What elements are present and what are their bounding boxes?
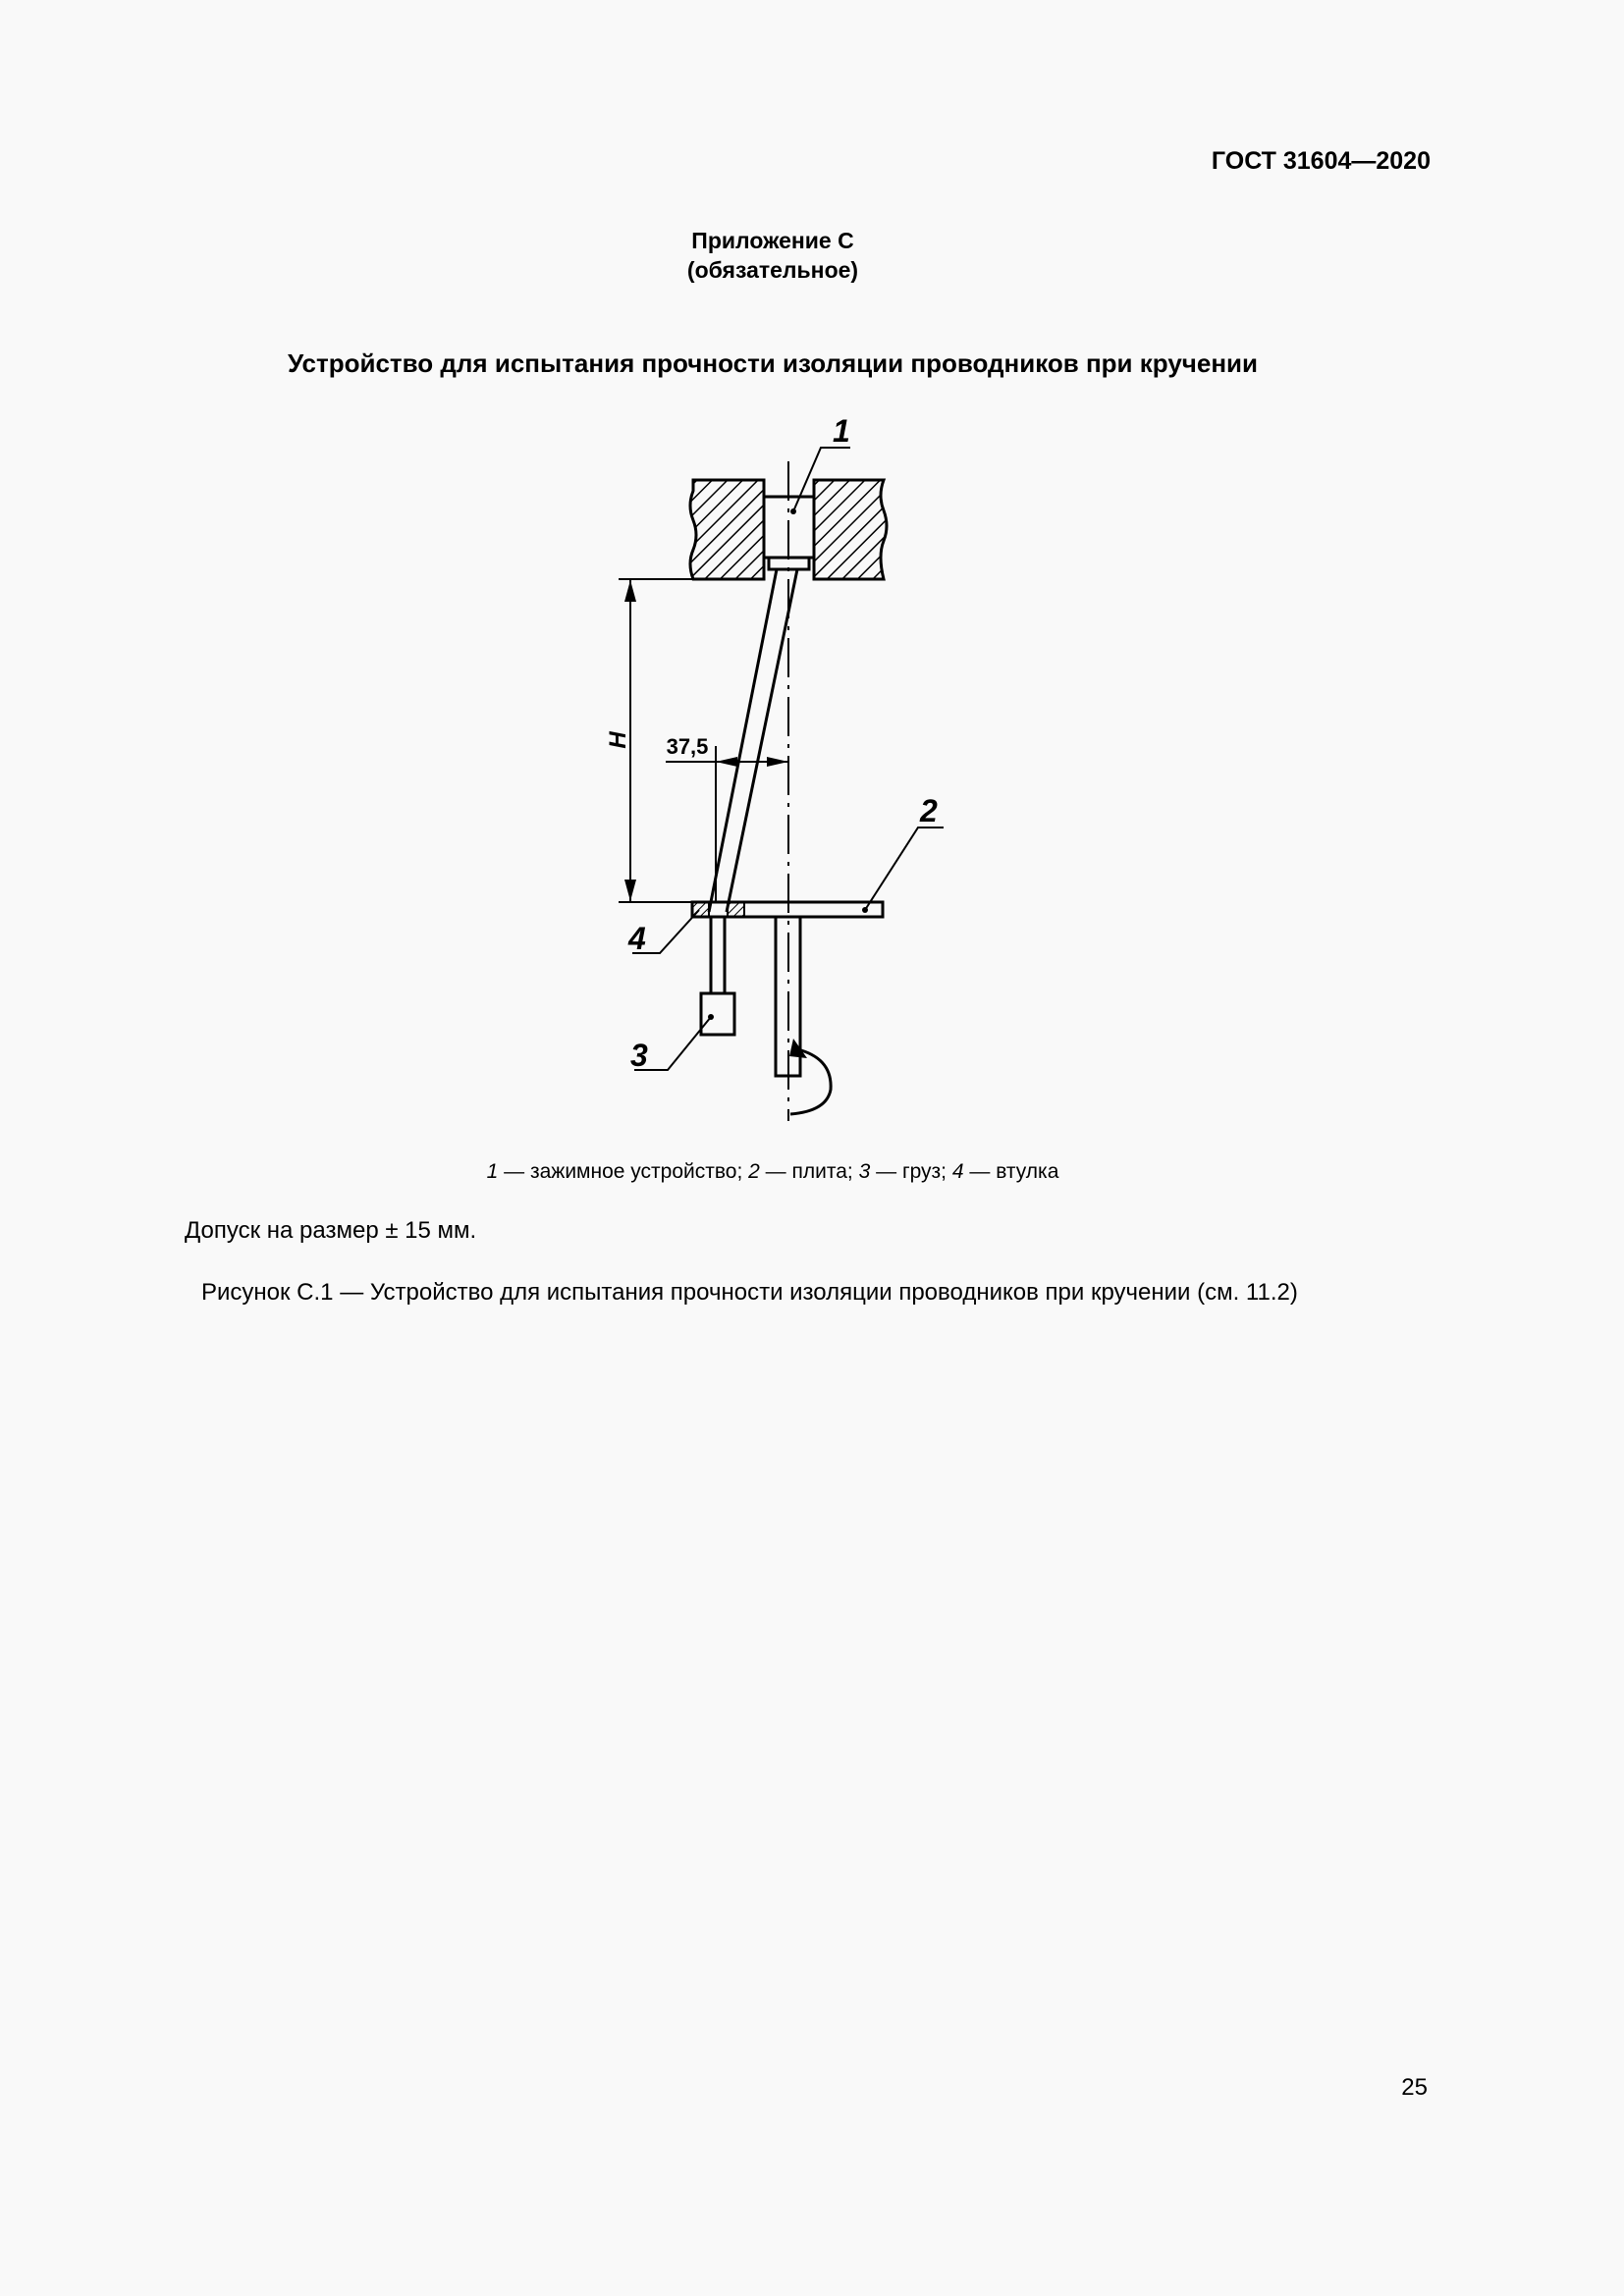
- tolerance-note: Допуск на размер ± 15 мм.: [185, 1217, 477, 1244]
- figure-caption: Рисунок С.1 — Устройство для испытания прочности изоляции проводников при кручении (см. 11.2): [201, 1279, 1298, 1306]
- legend-number: 3: [858, 1160, 871, 1183]
- legend-number: 4: [951, 1160, 964, 1183]
- legend-text: — втулка: [963, 1160, 1059, 1183]
- height-dimension-label: H: [605, 731, 631, 749]
- callout-4: 4: [628, 921, 646, 956]
- page-number: 25: [1401, 2074, 1428, 2101]
- legend-text: — плита;: [759, 1160, 859, 1183]
- document-code: ГОСТ 31604—2020: [1211, 147, 1431, 175]
- weight-assembly: [701, 917, 734, 1035]
- conductor-wire: [709, 569, 797, 912]
- callout-3: 3: [630, 1038, 648, 1073]
- legend-number: 1: [486, 1160, 499, 1183]
- legend-text: — груз;: [870, 1160, 952, 1183]
- offset-dimension-label: 37,5: [666, 734, 709, 759]
- callout-2: 2: [920, 793, 938, 828]
- section-title: Устройство для испытания прочности изоляции проводников при кручении: [288, 348, 1258, 378]
- callout-1: 1: [833, 413, 850, 449]
- appendix-title: Приложение С: [691, 228, 854, 253]
- appendix-status: (обязательное): [686, 257, 859, 283]
- legend-number: 2: [748, 1160, 760, 1183]
- legend-text: — зажимное устройство;: [498, 1160, 749, 1183]
- figure-legend: [0, 1160, 1545, 1184]
